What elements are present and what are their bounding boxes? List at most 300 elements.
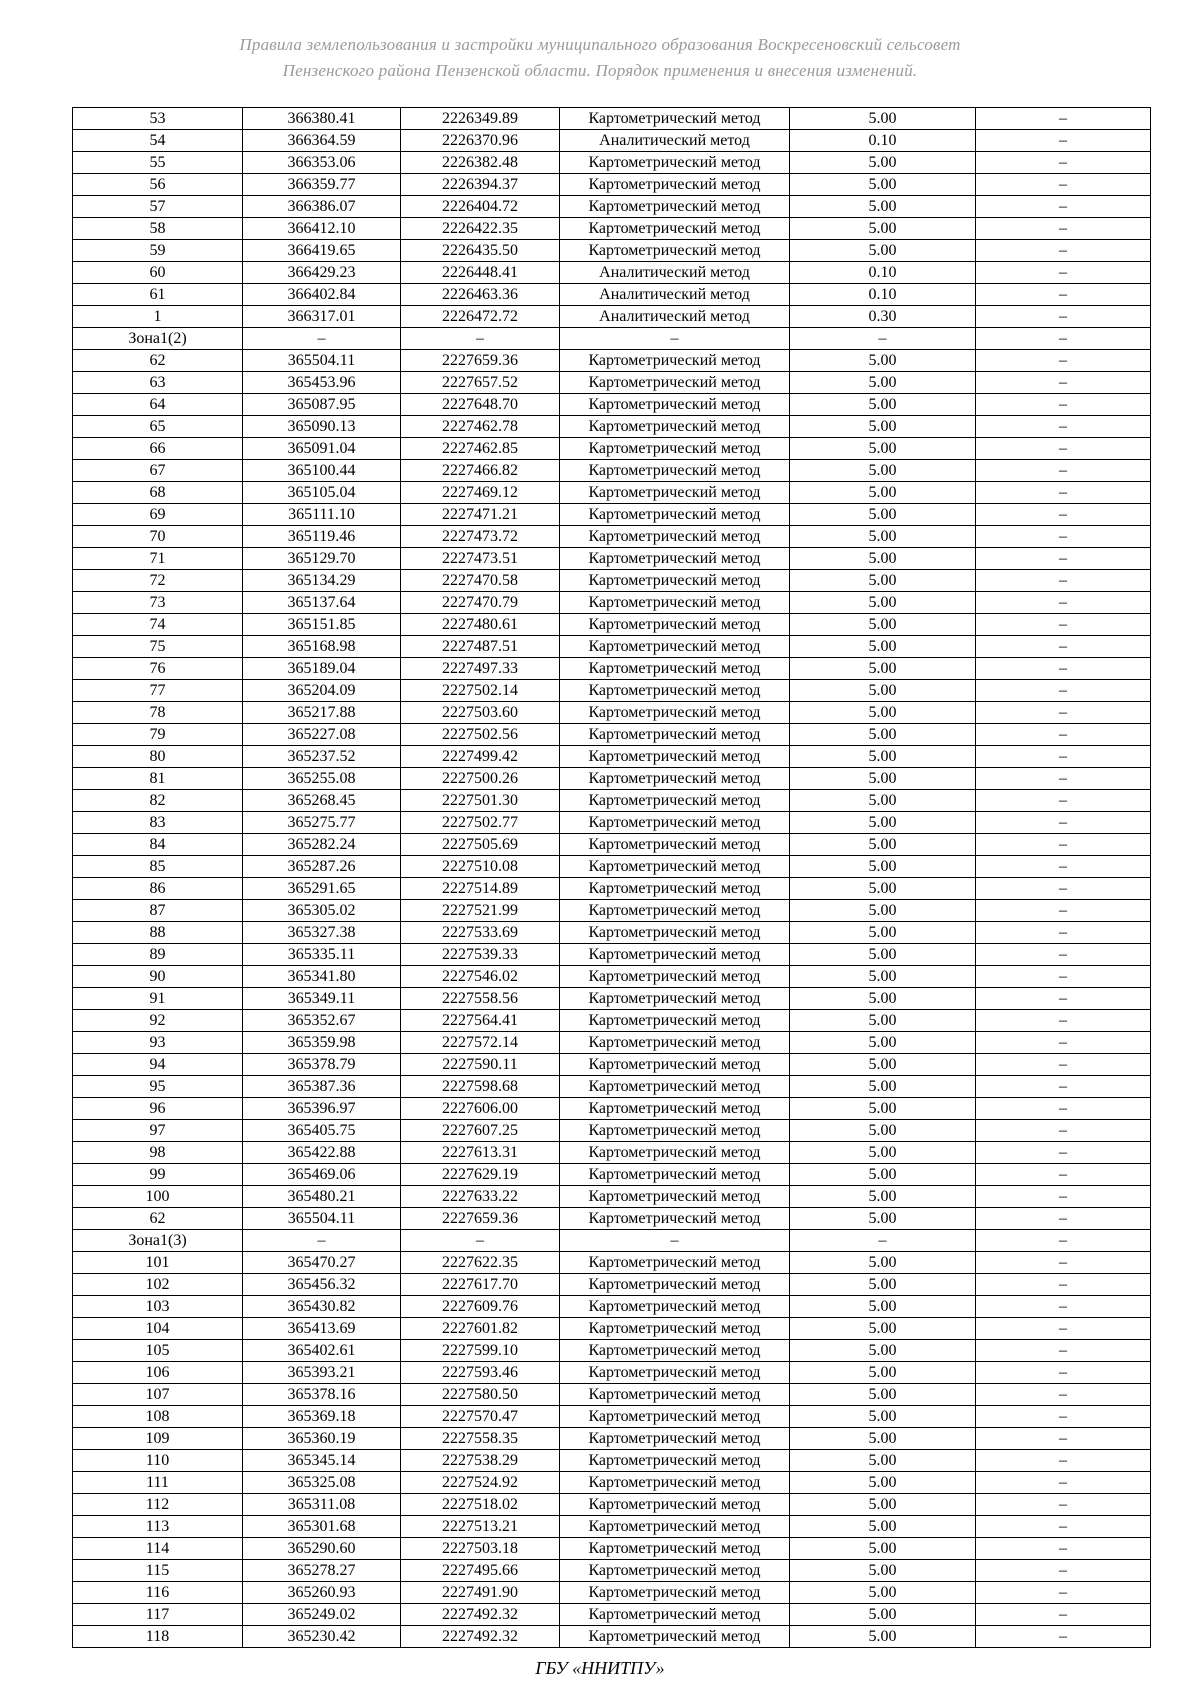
point-number-cell: 107 [73,1384,243,1406]
note-cell: – [976,1340,1151,1362]
table-row [73,1406,1151,1428]
y-coordinate-cell: 2227499.42 [401,746,560,768]
table-row [73,1318,1151,1340]
note-cell: – [976,1516,1151,1538]
x-coordinate-cell: 365305.02 [243,900,401,922]
table-row [73,702,1151,724]
point-number-cell: 72 [73,570,243,592]
point-number-cell: 102 [73,1274,243,1296]
note-cell: – [976,570,1151,592]
point-number-cell: 96 [73,1098,243,1120]
table-row [73,680,1151,702]
method-cell: Картометрический метод [560,636,790,658]
point-number-cell: 92 [73,1010,243,1032]
method-cell: Картометрический метод [560,724,790,746]
table-row [73,1208,1151,1230]
table-row [73,196,1151,218]
method-cell: – [560,328,790,350]
accuracy-cell: 5.00 [790,438,976,460]
note-cell: – [976,1384,1151,1406]
point-number-cell: 117 [73,1604,243,1626]
note-cell: – [976,592,1151,614]
page-header [150,32,1050,84]
point-number-cell: 98 [73,1142,243,1164]
method-cell: Картометрический метод [560,1032,790,1054]
point-number-cell: 70 [73,526,243,548]
y-coordinate-cell: 2227606.00 [401,1098,560,1120]
table-row [73,1032,1151,1054]
y-coordinate-cell: 2227617.70 [401,1274,560,1296]
method-cell: Картометрический метод [560,1208,790,1230]
method-cell: Картометрический метод [560,966,790,988]
table-row [73,636,1151,658]
note-cell: – [976,900,1151,922]
y-coordinate-cell: 2227473.72 [401,526,560,548]
note-cell: – [976,1032,1151,1054]
method-cell: Картометрический метод [560,790,790,812]
point-number-cell: 83 [73,812,243,834]
x-coordinate-cell: 365335.11 [243,944,401,966]
method-cell: Картометрический метод [560,1582,790,1604]
note-cell: – [976,1076,1151,1098]
accuracy-cell: 5.00 [790,878,976,900]
table-row [73,1230,1151,1252]
accuracy-cell: 5.00 [790,1362,976,1384]
point-number-cell: 114 [73,1538,243,1560]
point-number-cell: 74 [73,614,243,636]
accuracy-cell: 5.00 [790,1604,976,1626]
x-coordinate-cell: 365290.60 [243,1538,401,1560]
x-coordinate-cell: 365282.24 [243,834,401,856]
accuracy-cell: 5.00 [790,482,976,504]
x-coordinate-cell: 365378.16 [243,1384,401,1406]
x-coordinate-cell: 365311.08 [243,1494,401,1516]
accuracy-cell: 5.00 [790,1274,976,1296]
x-coordinate-cell: 365393.21 [243,1362,401,1384]
x-coordinate-cell: 366419.65 [243,240,401,262]
method-cell: Картометрический метод [560,1516,790,1538]
y-coordinate-cell: 2227558.35 [401,1428,560,1450]
point-number-cell: 113 [73,1516,243,1538]
accuracy-cell: 5.00 [790,724,976,746]
accuracy-cell: 5.00 [790,900,976,922]
note-cell: – [976,988,1151,1010]
accuracy-cell: 5.00 [790,1054,976,1076]
method-cell: Картометрический метод [560,570,790,592]
x-coordinate-cell: 365087.95 [243,394,401,416]
x-coordinate-cell: 366386.07 [243,196,401,218]
y-coordinate-cell: 2227505.69 [401,834,560,856]
note-cell: – [976,218,1151,240]
note-cell: – [976,658,1151,680]
note-cell: – [976,416,1151,438]
y-coordinate-cell: 2227492.32 [401,1604,560,1626]
y-coordinate-cell: 2227648.70 [401,394,560,416]
y-coordinate-cell: 2227524.92 [401,1472,560,1494]
note-cell: – [976,1538,1151,1560]
accuracy-cell: 5.00 [790,240,976,262]
accuracy-cell: 5.00 [790,504,976,526]
point-number-cell: 106 [73,1362,243,1384]
accuracy-cell: 5.00 [790,1120,976,1142]
y-coordinate-cell: 2227462.85 [401,438,560,460]
point-number-cell: 91 [73,988,243,1010]
accuracy-cell: 5.00 [790,746,976,768]
note-cell: – [976,548,1151,570]
y-coordinate-cell: 2227564.41 [401,1010,560,1032]
x-coordinate-cell: 365168.98 [243,636,401,658]
y-coordinate-cell: 2227633.22 [401,1186,560,1208]
table-row [73,218,1151,240]
accuracy-cell: 5.00 [790,1626,976,1648]
x-coordinate-cell: 366353.06 [243,152,401,174]
point-number-cell: 65 [73,416,243,438]
method-cell: Картометрический метод [560,174,790,196]
x-coordinate-cell: 365352.67 [243,1010,401,1032]
method-cell: Картометрический метод [560,944,790,966]
x-coordinate-cell: 366380.41 [243,108,401,130]
y-coordinate-cell: 2227510.08 [401,856,560,878]
table-row [73,966,1151,988]
note-cell: – [976,262,1151,284]
note-cell: – [976,1098,1151,1120]
table-row [73,240,1151,262]
point-number-cell: 90 [73,966,243,988]
point-number-cell: 112 [73,1494,243,1516]
point-number-cell: 58 [73,218,243,240]
point-number-cell: 103 [73,1296,243,1318]
x-coordinate-cell: 365217.88 [243,702,401,724]
x-coordinate-cell: 365119.46 [243,526,401,548]
point-number-cell: 63 [73,372,243,394]
table-row [73,1516,1151,1538]
table-row [73,856,1151,878]
note-cell: – [976,504,1151,526]
point-number-cell: 109 [73,1428,243,1450]
x-coordinate-cell: 365249.02 [243,1604,401,1626]
note-cell: – [976,174,1151,196]
y-coordinate-cell: 2227622.35 [401,1252,560,1274]
method-cell: Картометрический метод [560,152,790,174]
y-coordinate-cell: 2227593.46 [401,1362,560,1384]
accuracy-cell: 5.00 [790,680,976,702]
note-cell: – [976,284,1151,306]
page-footer: ГБУ «ННИТПУ» [535,1658,665,1678]
table-row [73,988,1151,1010]
y-coordinate-cell: 2227466.82 [401,460,560,482]
point-number-cell: 100 [73,1186,243,1208]
method-cell: Картометрический метод [560,1538,790,1560]
table-row [73,1604,1151,1626]
point-number-cell: 77 [73,680,243,702]
method-cell: Картометрический метод [560,1142,790,1164]
x-coordinate-cell: 365453.96 [243,372,401,394]
accuracy-cell: 5.00 [790,1010,976,1032]
x-coordinate-cell: 365278.27 [243,1560,401,1582]
x-coordinate-cell: 365345.14 [243,1450,401,1472]
accuracy-cell: 0.10 [790,130,976,152]
y-coordinate-cell: 2227503.18 [401,1538,560,1560]
table-row [73,1142,1151,1164]
accuracy-cell: 5.00 [790,658,976,680]
point-number-cell: 88 [73,922,243,944]
table-row [73,174,1151,196]
note-cell: – [976,152,1151,174]
point-number-cell: 59 [73,240,243,262]
table-row [73,416,1151,438]
table-row [73,1252,1151,1274]
point-number-cell: 111 [73,1472,243,1494]
table-row [73,1274,1151,1296]
table-row [73,1054,1151,1076]
note-cell: – [976,1428,1151,1450]
accuracy-cell: 5.00 [790,1472,976,1494]
y-coordinate-cell: 2227500.26 [401,768,560,790]
note-cell: – [976,306,1151,328]
method-cell: Картометрический метод [560,1604,790,1626]
x-coordinate-cell: 365369.18 [243,1406,401,1428]
x-coordinate-cell: 365387.36 [243,1076,401,1098]
table-row [73,328,1151,350]
y-coordinate-cell: 2227473.51 [401,548,560,570]
accuracy-cell: 5.00 [790,988,976,1010]
method-cell: Картометрический метод [560,1340,790,1362]
table-row [73,548,1151,570]
method-cell: Картометрический метод [560,878,790,900]
method-cell: Картометрический метод [560,218,790,240]
coordinates-table [72,107,1151,1648]
accuracy-cell: 5.00 [790,1318,976,1340]
note-cell: – [976,526,1151,548]
accuracy-cell: 5.00 [790,856,976,878]
y-coordinate-cell: 2227491.90 [401,1582,560,1604]
table-row [73,1186,1151,1208]
method-cell: Картометрический метод [560,1494,790,1516]
x-coordinate-cell: 365504.11 [243,350,401,372]
x-coordinate-cell: 365470.27 [243,1252,401,1274]
accuracy-cell: 5.00 [790,218,976,240]
x-coordinate-cell: 365504.11 [243,1208,401,1230]
note-cell: – [976,1560,1151,1582]
point-number-cell: 84 [73,834,243,856]
accuracy-cell: 5.00 [790,1098,976,1120]
note-cell: – [976,1626,1151,1648]
method-cell: Картометрический метод [560,1318,790,1340]
method-cell: Картометрический метод [560,1054,790,1076]
accuracy-cell: 5.00 [790,1076,976,1098]
accuracy-cell: – [790,1230,976,1252]
note-cell: – [976,1582,1151,1604]
table-row [73,372,1151,394]
note-cell: – [976,328,1151,350]
accuracy-cell: 5.00 [790,1142,976,1164]
y-coordinate-cell: 2227657.52 [401,372,560,394]
method-cell: Картометрический метод [560,372,790,394]
y-coordinate-cell: 2227572.14 [401,1032,560,1054]
note-cell: – [976,1208,1151,1230]
point-number-cell: 76 [73,658,243,680]
method-cell: Картометрический метод [560,108,790,130]
x-coordinate-cell: 365151.85 [243,614,401,636]
point-number-cell: 99 [73,1164,243,1186]
x-coordinate-cell: 365090.13 [243,416,401,438]
accuracy-cell: 5.00 [790,108,976,130]
point-number-cell: 104 [73,1318,243,1340]
point-number-cell: 69 [73,504,243,526]
method-cell: Картометрический метод [560,350,790,372]
method-cell: Картометрический метод [560,1098,790,1120]
point-number-cell: 86 [73,878,243,900]
table-row [73,1626,1151,1648]
accuracy-cell: 5.00 [790,1582,976,1604]
table-row [73,284,1151,306]
y-coordinate-cell: 2226463.36 [401,284,560,306]
x-coordinate-cell: 366402.84 [243,284,401,306]
x-coordinate-cell: 365268.45 [243,790,401,812]
header-line-1: Правила землепользования и застройки муниципального образования Воскресеновский сельсовет [239,35,961,54]
y-coordinate-cell: 2227570.47 [401,1406,560,1428]
point-number-cell: 62 [73,1208,243,1230]
y-coordinate-cell: 2227539.33 [401,944,560,966]
method-cell: Аналитический метод [560,262,790,284]
point-number-cell: 101 [73,1252,243,1274]
point-number-cell: 71 [73,548,243,570]
point-number-cell: 60 [73,262,243,284]
method-cell: Картометрический метод [560,1560,790,1582]
method-cell: Картометрический метод [560,1274,790,1296]
accuracy-cell: 5.00 [790,1494,976,1516]
point-number-cell: 80 [73,746,243,768]
table-row [73,1384,1151,1406]
point-number-cell: 115 [73,1560,243,1582]
x-coordinate-cell: – [243,1230,401,1252]
method-cell: Картометрический метод [560,834,790,856]
method-cell: Картометрический метод [560,416,790,438]
x-coordinate-cell: 365129.70 [243,548,401,570]
point-number-cell: 75 [73,636,243,658]
y-coordinate-cell: 2227487.51 [401,636,560,658]
note-cell: – [976,834,1151,856]
method-cell: Картометрический метод [560,1428,790,1450]
x-coordinate-cell: 365237.52 [243,746,401,768]
table-row [73,1560,1151,1582]
accuracy-cell: 5.00 [790,1406,976,1428]
table-row [73,350,1151,372]
note-cell: – [976,724,1151,746]
accuracy-cell: 5.00 [790,152,976,174]
method-cell: Картометрический метод [560,526,790,548]
point-number-cell: 68 [73,482,243,504]
accuracy-cell: 5.00 [790,1538,976,1560]
x-coordinate-cell: 365100.44 [243,460,401,482]
table-row [73,790,1151,812]
accuracy-cell: 5.00 [790,592,976,614]
x-coordinate-cell: 365230.42 [243,1626,401,1648]
table-row [73,834,1151,856]
table-row [73,1450,1151,1472]
table-row [73,768,1151,790]
table-row [73,1010,1151,1032]
note-cell: – [976,1450,1151,1472]
table-row [73,592,1151,614]
accuracy-cell: 5.00 [790,1560,976,1582]
method-cell: Картометрический метод [560,680,790,702]
method-cell: Картометрический метод [560,1120,790,1142]
note-cell: – [976,1406,1151,1428]
table-row [73,1076,1151,1098]
table-row [73,1538,1151,1560]
method-cell: Картометрический метод [560,1010,790,1032]
note-cell: – [976,1230,1151,1252]
accuracy-cell: 5.00 [790,526,976,548]
accuracy-cell: 5.00 [790,1186,976,1208]
point-number-cell: 85 [73,856,243,878]
table-row [73,812,1151,834]
note-cell: – [976,614,1151,636]
note-cell: – [976,768,1151,790]
note-cell: – [976,1120,1151,1142]
accuracy-cell: 5.00 [790,812,976,834]
note-cell: – [976,680,1151,702]
accuracy-cell: 5.00 [790,1208,976,1230]
point-number-cell: 81 [73,768,243,790]
y-coordinate-cell: 2227521.99 [401,900,560,922]
method-cell: Картометрический метод [560,548,790,570]
note-cell: – [976,130,1151,152]
method-cell: Картометрический метод [560,1384,790,1406]
y-coordinate-cell: 2227601.82 [401,1318,560,1340]
method-cell: Картометрический метод [560,1296,790,1318]
accuracy-cell: 0.10 [790,284,976,306]
point-number-cell: 55 [73,152,243,174]
accuracy-cell: 5.00 [790,174,976,196]
note-cell: – [976,1252,1151,1274]
accuracy-cell: 0.10 [790,262,976,284]
table-row [73,1582,1151,1604]
x-coordinate-cell: 365378.79 [243,1054,401,1076]
point-number-cell: 95 [73,1076,243,1098]
table-row [73,900,1151,922]
method-cell: Картометрический метод [560,702,790,724]
note-cell: – [976,1362,1151,1384]
method-cell: Картометрический метод [560,856,790,878]
point-number-cell: 57 [73,196,243,218]
y-coordinate-cell: 2227480.61 [401,614,560,636]
method-cell: Аналитический метод [560,284,790,306]
accuracy-cell: 5.00 [790,1384,976,1406]
note-cell: – [976,1318,1151,1340]
point-number-cell: 82 [73,790,243,812]
y-coordinate-cell: 2227470.58 [401,570,560,592]
x-coordinate-cell: 365091.04 [243,438,401,460]
method-cell: Картометрический метод [560,1362,790,1384]
point-number-cell: 79 [73,724,243,746]
point-number-cell: 61 [73,284,243,306]
point-number-cell: 105 [73,1340,243,1362]
y-coordinate-cell: 2227471.21 [401,504,560,526]
y-coordinate-cell: 2226472.72 [401,306,560,328]
point-number-cell: 116 [73,1582,243,1604]
y-coordinate-cell: 2227513.21 [401,1516,560,1538]
accuracy-cell: 5.00 [790,702,976,724]
x-coordinate-cell: 365134.29 [243,570,401,592]
point-number-cell: 94 [73,1054,243,1076]
x-coordinate-cell: 365396.97 [243,1098,401,1120]
method-cell: Картометрический метод [560,988,790,1010]
table-row [73,108,1151,130]
accuracy-cell: 5.00 [790,834,976,856]
y-coordinate-cell: – [401,328,560,350]
